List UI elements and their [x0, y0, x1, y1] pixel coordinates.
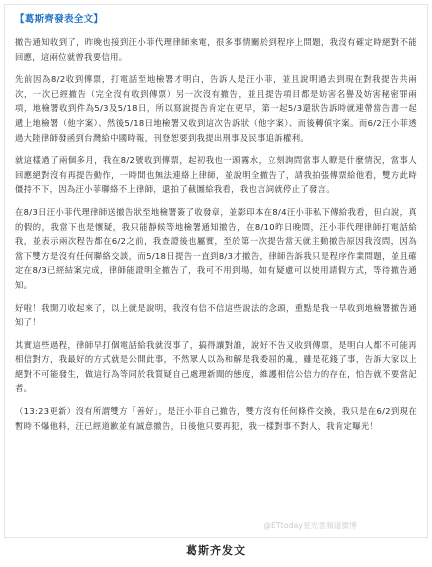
paragraph-1: 撤告通知收到了，昨晚也接到汪小菲代理律師來電，很多事情關於到程序上問題，我沒有確定時絕對不能回應，這兩位就曾我要信用。 [15, 37, 417, 62]
image-caption: 葛斯齐发文 [186, 544, 246, 557]
paragraph-3: 就這樣過了兩個多月，我在8/2號收到傳票，起初我也一頭霧水，立刻詢問當事人瞭是什麼情況，當事人回應絕對沒有再提告動作，一時間也無法連絡上律師，並說明全撤告了，請我拍張傳票給他看，雙方此時僵持不下，因為汪小菲聯絡不上律師，還拍了截圖給我看，我也言詞就停止了發言。 [15, 155, 417, 195]
paragraph-4: 在8/3日汪小菲代理律師送撤告狀至地檢署簽了收發章，並影印本在8/4汪小菲私下傳給我看，但白說，真的假的，我當下也是懷疑，我只能靜候等地檢署通知撤告，在8/10昨日晚間，汪小菲代理律師打電話給我，並表示兩次程告都在6/2之前，我查證後也屬實，至於第一次提告當天就主動撤告原因我沒問，因為當下雙方是沒有任何聯絡交談，而5/18日提告一直到8/3才撤告，律師告訴我只是程序作業問題，並且確定在8/3已經結案完成，律師能證明全撤告了，我可不用到場，如有疑慮可以使用請假方式，等待撤告通知。 [15, 206, 417, 290]
paragraph-2: 先前因為8/2收到傳票，打電話至地檢署才明白，告訴人是汪小菲，並且說明過去到現在對我提告共兩次，一次已經撤告（完全沒有收到傳票）另一次沒有撤告，並且提告項目都是妨害名譽及妨害秘密罪兩項，地檢署收到件為5/3及5/18日，所以寫說提告肯定在更早，第一起5/3還狀告訴時就連帶當告書一起遞上地檢署（他字案）、然後5/18日地檢署又收到這次告訴狀（他字案）、而後轉偵字案。而6/2汪小菲透過大陸律師發函到台灣給中國時報，刊登恕要到我提出刑事及民事追訴權利。 [15, 74, 417, 143]
statement-title: 【葛斯齊發表全文】 [15, 14, 104, 25]
paragraph-6: 其實這些過程，律師早打個電話給我就沒事了，搞得讓對誰，說好不告又收到傳票，是明白人都不可能再相信對方，我最好的方式就是公開此事，不然眾人以為和解是我委屈的亂，雖是花錢了事，告訴大家以上絕對不可能發生，做這行為等同於我質疑自己處理新聞的態度，維護相信公信力的存在，怕告就不要當記者。 [15, 339, 417, 394]
paragraph-7: （13:23更新）沒有所謂雙方「善好」，是汪小菲自己撤告，雙方沒有任何條件交換，我只是在6/2到現在暫時不爆他料，汪已經道歉並有誠意撤告，日後他只要再犯，我一樣對事不對人，我肯定曝光！ [15, 406, 417, 431]
paragraph-5: 好啦！我開刀收起來了，以上就是說明，我沒有信不信這些說法的念頭，重點是我一早收到地檢署撤告通知了！ [15, 302, 417, 328]
watermark: @ETtoday星光雲頻道微博 [263, 521, 357, 530]
statement-image [4, 4, 428, 538]
